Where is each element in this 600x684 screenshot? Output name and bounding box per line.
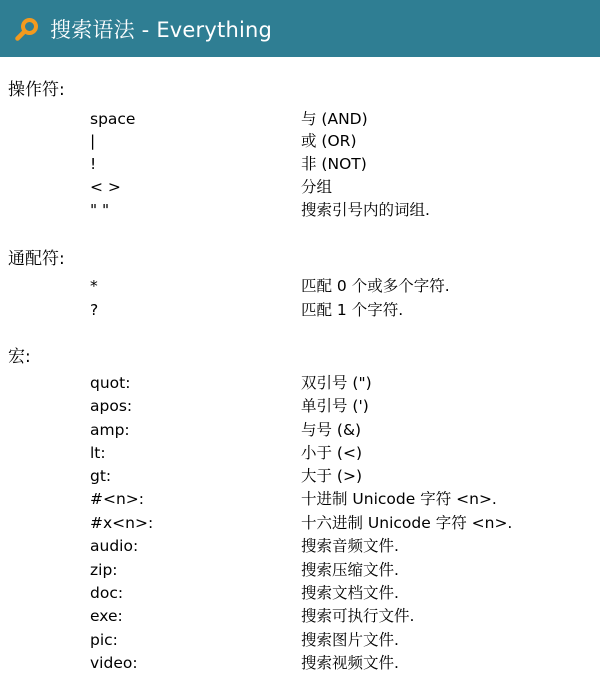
- syntax-row: [0, 535, 600, 557]
- syntax-row: [0, 395, 600, 417]
- syntax-key: #x<n>:: [90, 514, 154, 532]
- syntax-row: [0, 372, 600, 394]
- syntax-key: *: [90, 277, 98, 295]
- syntax-row: [0, 299, 600, 321]
- syntax-row: [0, 605, 600, 627]
- syntax-row: [0, 629, 600, 651]
- syntax-key: space: [90, 110, 136, 128]
- syntax-description: 十进制 Unicode 字符 <n>.: [301, 490, 497, 508]
- syntax-row: [0, 199, 600, 221]
- syntax-key: doc:: [90, 584, 124, 602]
- syntax-key: exe:: [90, 607, 123, 625]
- syntax-key: gt:: [90, 467, 112, 485]
- syntax-key: lt:: [90, 444, 106, 462]
- syntax-description: 搜索视频文件.: [301, 654, 399, 672]
- syntax-key: quot:: [90, 374, 131, 392]
- syntax-key: pic:: [90, 631, 118, 649]
- syntax-description: 或 (OR): [301, 132, 357, 150]
- syntax-row: [0, 108, 600, 130]
- section-heading-macros: 宏:: [8, 347, 31, 367]
- syntax-key: #<n>:: [90, 490, 145, 508]
- syntax-key: apos:: [90, 397, 133, 415]
- section-heading-wildcards: 通配符:: [8, 249, 65, 269]
- syntax-description: 搜索引号内的词组.: [301, 201, 430, 219]
- syntax-key: audio:: [90, 537, 139, 555]
- syntax-row: [0, 176, 600, 198]
- syntax-row: [0, 652, 600, 674]
- syntax-description: 单引号 ('): [301, 397, 369, 415]
- syntax-row: [0, 275, 600, 297]
- syntax-key: " ": [90, 201, 110, 219]
- syntax-description: 分组: [301, 178, 333, 196]
- syntax-row: [0, 488, 600, 510]
- syntax-description: 搜索文档文件.: [301, 584, 399, 602]
- section-heading-operators: 操作符:: [8, 80, 65, 100]
- syntax-key: < >: [90, 178, 121, 196]
- syntax-row: [0, 442, 600, 464]
- window-title: 搜索语法 - Everything: [50, 17, 273, 42]
- syntax-row: [0, 130, 600, 152]
- syntax-row: [0, 419, 600, 441]
- syntax-description: 搜索可执行文件.: [301, 607, 415, 625]
- title-bar[interactable]: [0, 0, 600, 57]
- syntax-key: |: [90, 132, 96, 150]
- syntax-description: 非 (NOT): [301, 155, 367, 173]
- syntax-key: !: [90, 155, 97, 173]
- syntax-key: amp:: [90, 421, 130, 439]
- syntax-row: [0, 512, 600, 534]
- syntax-description: 搜索图片文件.: [301, 631, 399, 649]
- syntax-key: zip:: [90, 561, 118, 579]
- syntax-description: 小于 (<): [301, 444, 363, 462]
- syntax-row: [0, 582, 600, 604]
- syntax-description: 搜索压缩文件.: [301, 561, 399, 579]
- syntax-description: 搜索音频文件.: [301, 537, 399, 555]
- magnifier-icon: [14, 16, 40, 42]
- syntax-description: 十六进制 Unicode 字符 <n>.: [301, 514, 513, 532]
- syntax-row: [0, 153, 600, 175]
- syntax-description: 与 (AND): [301, 110, 368, 128]
- syntax-key: video:: [90, 654, 138, 672]
- syntax-row: [0, 559, 600, 581]
- syntax-key: ?: [90, 301, 99, 319]
- syntax-description: 与号 (&): [301, 421, 362, 439]
- syntax-description: 双引号 ("): [301, 374, 372, 392]
- syntax-description: 大于 (>): [301, 467, 363, 485]
- syntax-description: 匹配 1 个字符.: [301, 301, 404, 319]
- syntax-description: 匹配 0 个或多个字符.: [301, 277, 450, 295]
- syntax-row: [0, 465, 600, 487]
